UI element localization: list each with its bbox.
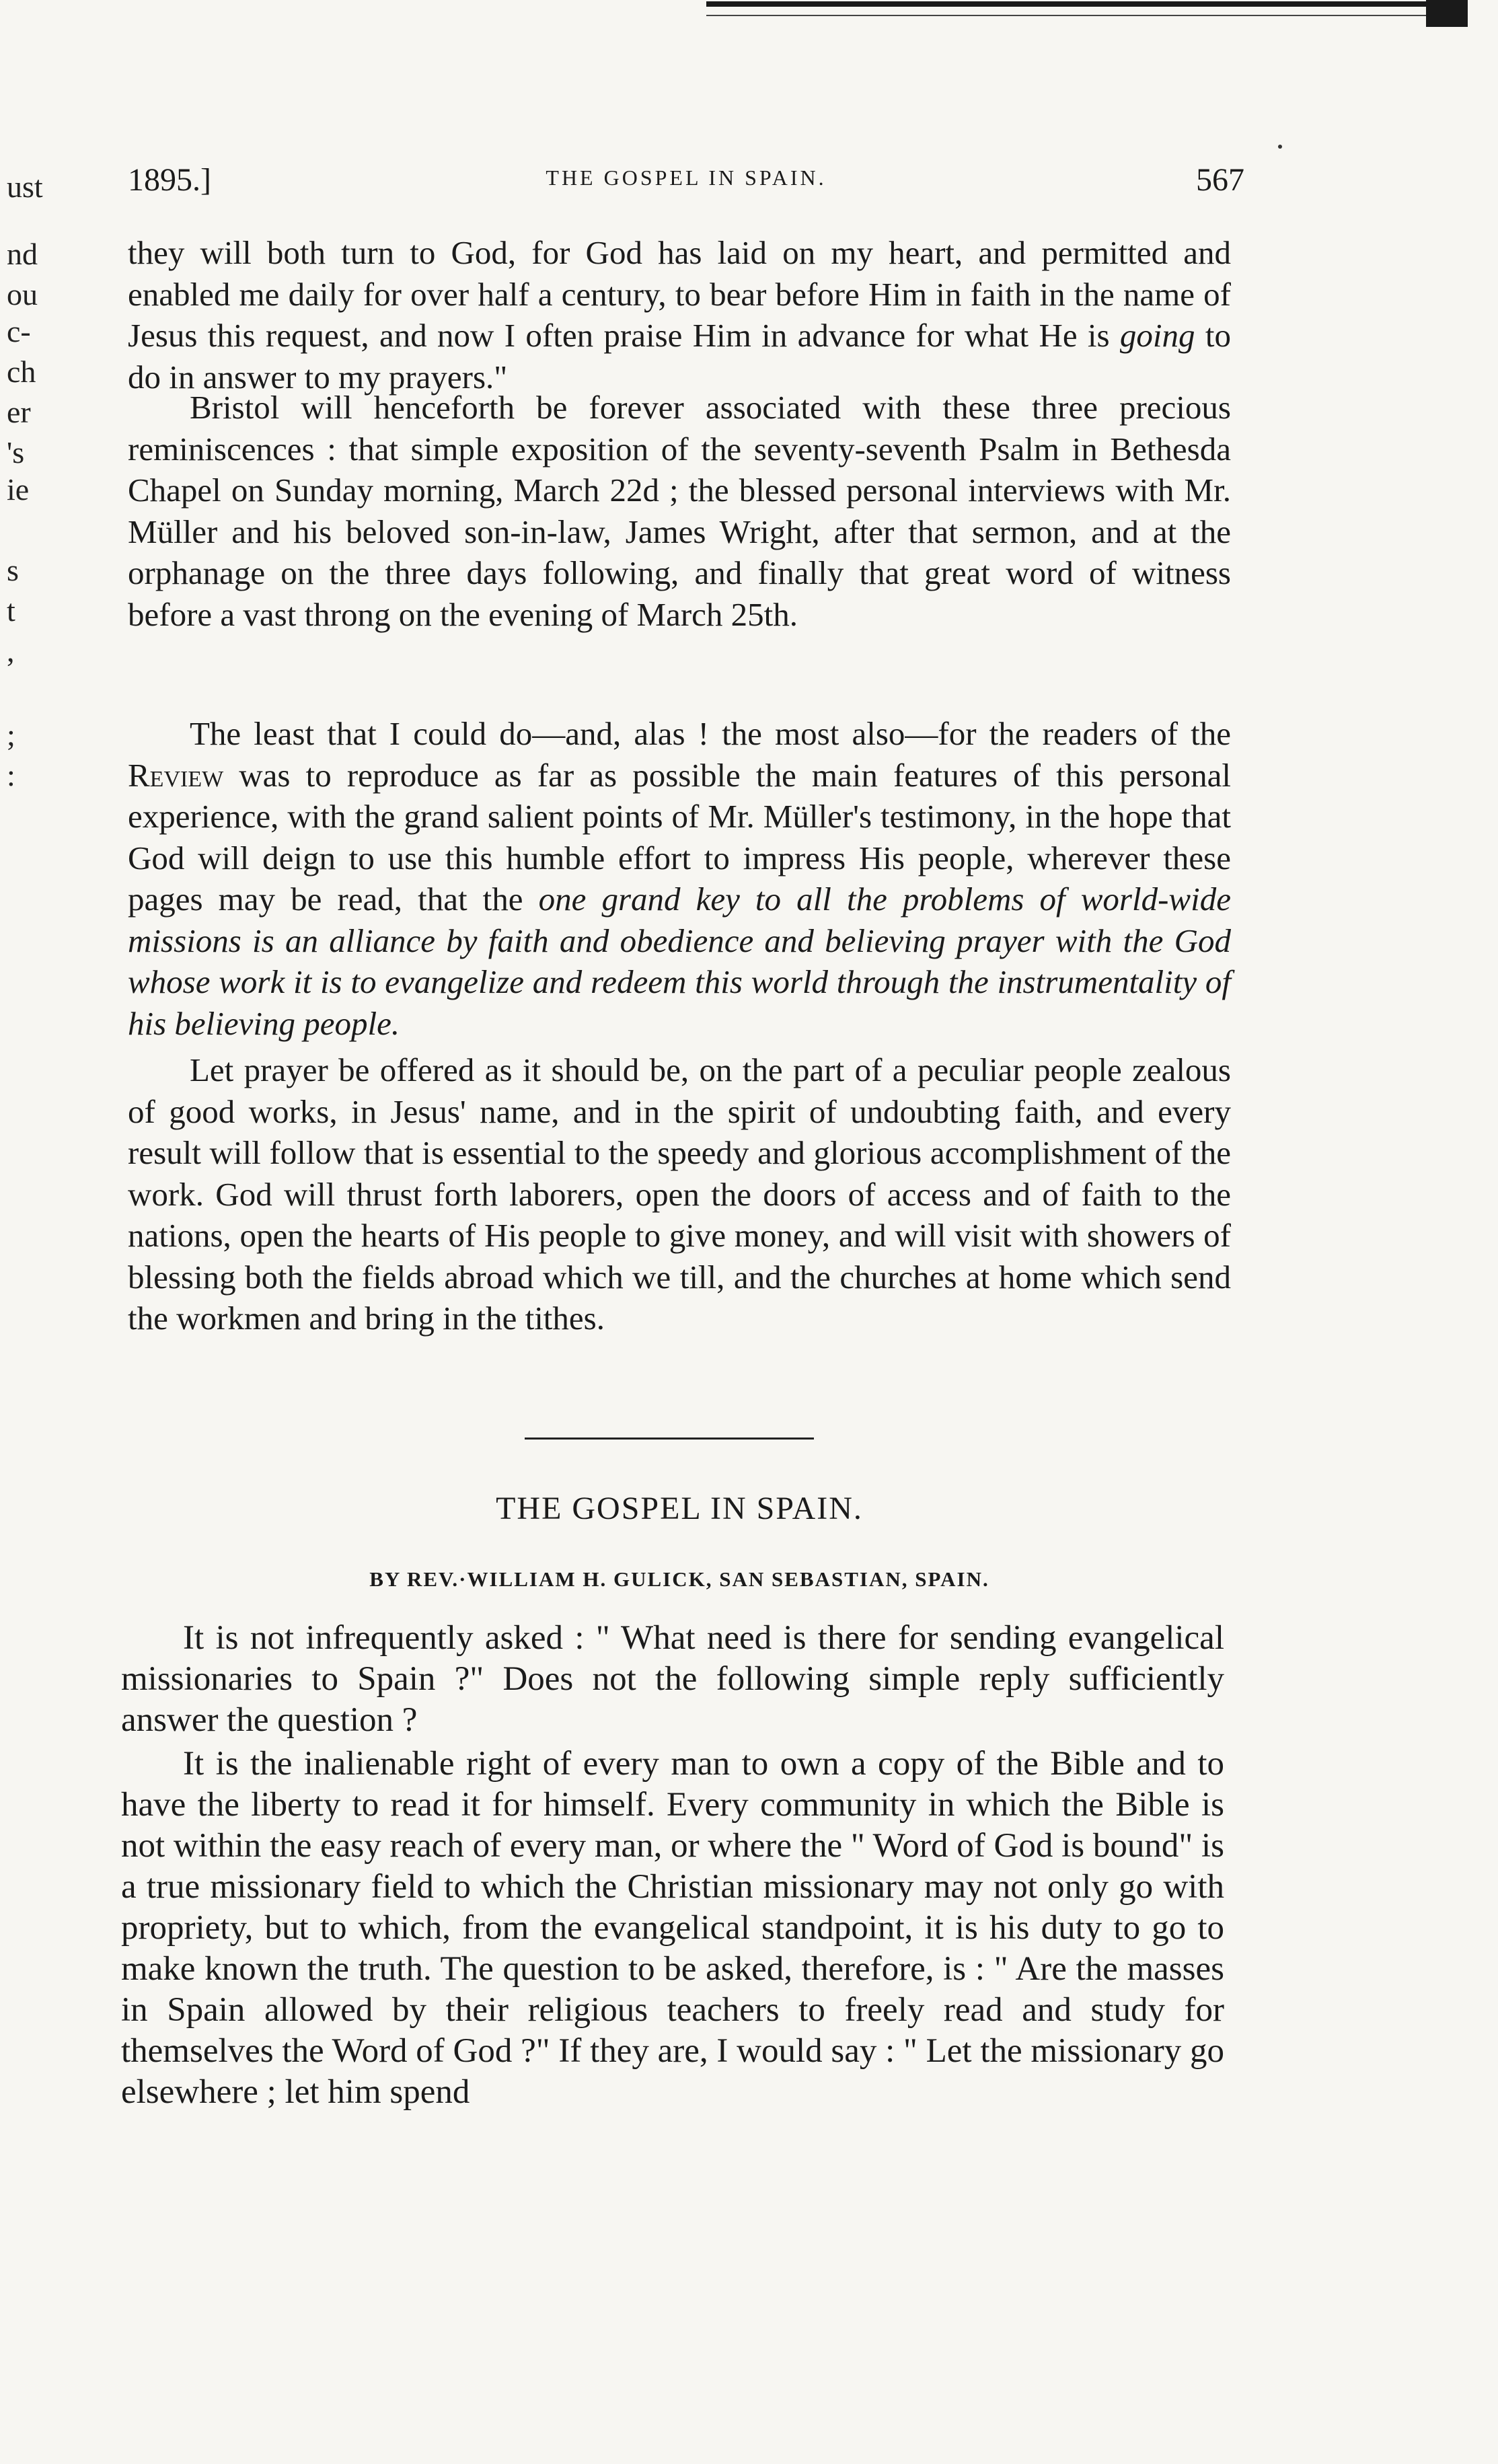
top-edge-rule (706, 1, 1466, 7)
article1-paragraph-bristol (128, 387, 1231, 635)
paragraph: It is not infrequently asked : " What need is there for sending evangelical missionaries to Spain ?" Does not the following simple reply sufficiently answer the question ? (121, 1619, 1224, 1739)
margin-fragment: 's (7, 435, 25, 470)
paragraph: It is the inalienable right of every man to own a copy of the Bible and to have the liberty to read it for himself. Every community in which the Bible is not within the easy reach of every man, or where the " Word of God is bound" is a true missionary field to which the Christian missionary may not only go with propriety, but to which, from the evangelical standpoint, it is his duty to go to make known the truth. The question to be asked, therefore, is : " Are the masses in Spain allowed by their religious teachers to freely read and study for themselves the Word of God ?" If they are, I would say : " Let the missionary go elsewhere ; let him spend (121, 1745, 1224, 2111)
page-speck (1278, 145, 1282, 149)
article-byline: BY REV.·WILLIAM H. GULICK, SAN SEBASTIAN, SPAIN. (369, 1567, 989, 1591)
margin-fragment: : (7, 758, 15, 792)
margin-fragment: s (7, 553, 19, 587)
article1-paragraph-prayer (128, 1049, 1231, 1339)
article2-paragraph-right (121, 1744, 1224, 2113)
margin-fragment: t (7, 593, 15, 628)
margin-fragment: , (7, 634, 15, 668)
section-separator (525, 1438, 814, 1440)
running-title: THE GOSPEL IN SPAIN. (546, 165, 827, 190)
paragraph: Bristol will henceforth be forever associated with these three precious reminiscences : that simple exposition of the seventy-seventh Psalm in Bethesda Chapel on Sunday morning, March 22d ; the blessed personal interviews with Mr. Müller and his beloved son-in-law, James Wright, after that sermon, and at the orphanage on the three days following, and finally that great word of witness before a vast throng on the evening of March 25th. (128, 389, 1231, 633)
paragraph: they will both turn to God, for God has laid on my heart, and permitted and enabled me daily for over half a century, to bear before Him in faith in the name of Jesus this request, and now I often praise Him in advance for what He is going to do in answer to my prayers." (128, 234, 1231, 396)
article1-paragraph-least (128, 713, 1231, 1044)
margin-fragment: ust (7, 170, 43, 204)
top-edge-block (1426, 0, 1468, 27)
paragraph: Let prayer be offered as it should be, on the part of a peculiar people zealous of good works, in Jesus' name, and in the spirit of undoubting faith, and every result will follow that is essential to the speedy and glorious accomplishment of the work. God will thrust forth laborers, open the doors of access and of faith to the nations, open the hearts of His people to give money, and will visit with showers of blessing both the fields abroad which we till, and the churches at home which send the workmen and bring in the tithes. (128, 1051, 1231, 1337)
article2-paragraph-question (121, 1618, 1224, 1741)
page-header (128, 161, 1244, 209)
article-title: THE GOSPEL IN SPAIN. (496, 1491, 863, 1526)
margin-fragment: nd (7, 237, 38, 271)
margin-fragment: er (7, 395, 31, 429)
article1-continuation (128, 232, 1231, 398)
page-number: 567 (1196, 162, 1244, 198)
left-margin-fragments (0, 0, 94, 807)
paragraph: The least that I could do—and, alas ! the most also—for the readers of the Review was to reproduce as far as possible the main features of this personal experience, with the grand salient points of Mr. Müller's testimony, in the hope that God will deign to use this humble effort to impress His people, wherever these pages may be read, that the one grand key to all the problems of world-wide missions is an alliance by faith and obedience and believing prayer with the God whose work it is to evangelize and redeem this world through the instrumentality of his believing people. (128, 715, 1231, 1042)
margin-fragment: ou (7, 277, 38, 311)
margin-fragment: c- (7, 314, 31, 348)
top-edge-thin-rule (706, 15, 1466, 16)
margin-fragment: ch (7, 354, 36, 389)
margin-fragment: ie (7, 472, 30, 507)
header-year: 1895.] (128, 162, 211, 198)
margin-fragment: ; (7, 718, 15, 752)
